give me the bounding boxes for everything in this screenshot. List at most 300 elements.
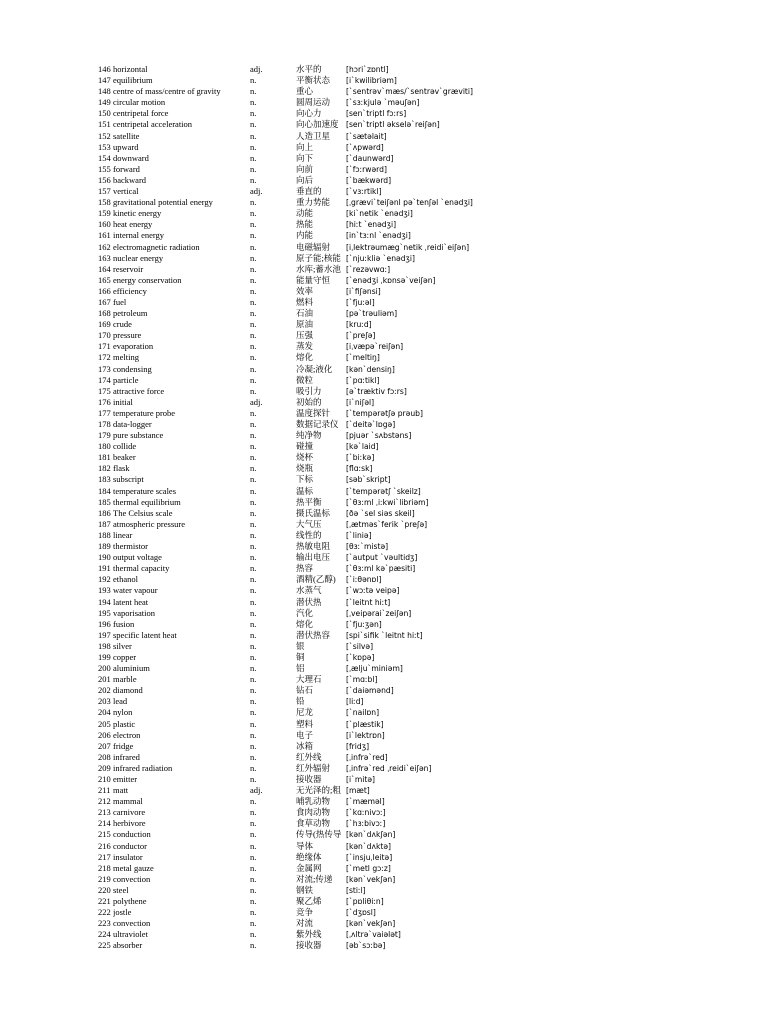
english-term: absorber [113, 940, 143, 951]
entry-number: 156 [98, 174, 111, 185]
vocab-entry [98, 552, 678, 563]
entry-number: 210 [98, 774, 111, 784]
chinese-translation: 塑料 [296, 718, 314, 729]
vocab-entry [98, 308, 678, 319]
entry-number: 181 [98, 452, 111, 463]
phonetic-transcription: [`pɒliθiːn] [346, 897, 384, 907]
entry-number: 176 [98, 396, 111, 407]
chinese-translation: 大气压 [296, 518, 322, 529]
part-of-speech: n. [250, 851, 257, 862]
chinese-translation: 初始的 [296, 396, 322, 407]
phonetic-transcription: [`daunwərd] [346, 153, 394, 163]
english-term: satellite [113, 130, 140, 141]
phonetic-transcription: [kə`laid] [346, 442, 379, 452]
entry-number: 214 [98, 818, 111, 829]
vocab-entry [98, 142, 678, 153]
english-term: circular motion [113, 97, 166, 108]
phonetic-transcription: [`njuːkliə `enədʒi] [346, 253, 415, 263]
entry-number: 220 [98, 884, 111, 895]
entry-number: 196 [98, 618, 111, 629]
entry-number: 199 [98, 651, 111, 662]
part-of-speech: n. [250, 219, 257, 230]
vocab-entry [98, 663, 678, 674]
chinese-translation: 熔化 [296, 352, 314, 363]
part-of-speech: n. [250, 918, 257, 929]
vocab-entry [98, 441, 678, 452]
entry-number: 148 [98, 86, 111, 97]
phonetic-transcription: [stiːl] [346, 885, 366, 895]
english-term: vertical [113, 186, 139, 197]
phonetic-transcription: [`leitnt hiːt] [346, 597, 391, 607]
chinese-translation: 向心力 [296, 108, 322, 119]
english-term: beaker [113, 452, 136, 463]
phonetic-transcription: [`enədʒi ˌkɒnsə`veiʃən] [346, 275, 436, 285]
english-term: crude [113, 319, 132, 330]
phonetic-transcription: [flɑːsk] [346, 464, 373, 474]
entry-number: 153 [98, 141, 111, 152]
chinese-translation: 哺乳动物 [296, 796, 331, 807]
vocab-entry [98, 796, 678, 807]
part-of-speech: n. [250, 374, 257, 385]
vocab-entry [98, 164, 678, 175]
chinese-translation: 烧瓶 [296, 463, 314, 474]
part-of-speech: n. [250, 130, 257, 141]
phonetic-transcription: [`liniə] [346, 530, 372, 540]
part-of-speech: n. [250, 563, 257, 574]
english-term: centre of mass/centre of gravity [113, 86, 221, 97]
part-of-speech: n. [250, 929, 257, 940]
chinese-translation: 无光泽的;粗 [296, 785, 341, 796]
vocab-entry [98, 707, 678, 718]
chinese-translation: 数据记录仪 [296, 419, 339, 429]
part-of-speech: n. [250, 818, 257, 829]
vocab-entry [98, 474, 678, 485]
vocab-entry [98, 641, 678, 652]
phonetic-transcription: [ˌinfrə`red ˌreidi`eiʃən] [346, 763, 432, 773]
vocab-entry [98, 719, 678, 730]
phonetic-transcription: [kən`dʌkʃən] [346, 830, 396, 840]
part-of-speech: n. [250, 485, 257, 496]
english-term: metal gauze [113, 862, 154, 873]
part-of-speech: n. [250, 751, 257, 762]
vocab-entry [98, 508, 678, 519]
part-of-speech: n. [250, 774, 257, 784]
phonetic-transcription: [i`lektrɒn] [346, 730, 385, 740]
part-of-speech: n. [250, 352, 257, 363]
english-term: mammal [113, 796, 143, 807]
vocab-entry [98, 674, 678, 685]
entry-number: 172 [98, 352, 111, 363]
entry-number: 178 [98, 419, 111, 429]
part-of-speech: n. [250, 75, 257, 86]
vocab-entry [98, 585, 678, 596]
part-of-speech: n. [250, 552, 257, 563]
chinese-translation: 摄氏温标 [296, 507, 331, 518]
english-term: jostle [113, 907, 132, 918]
entry-number: 186 [98, 507, 111, 518]
part-of-speech: n. [250, 296, 257, 307]
english-term: diamond [113, 685, 143, 696]
english-term: subscript [113, 474, 144, 485]
phonetic-transcription: [`sætəlait] [346, 131, 387, 141]
english-term: pure substance [113, 430, 164, 441]
vocab-entry [98, 497, 678, 508]
part-of-speech: n. [250, 796, 257, 807]
chinese-translation: 热平衡 [296, 496, 322, 507]
entry-number: 146 [98, 64, 111, 74]
chinese-translation: 冰箱 [296, 740, 314, 751]
part-of-speech: n. [250, 174, 257, 185]
phonetic-transcription: [`insjuˌleitə] [346, 852, 393, 862]
phonetic-transcription: [hiːt `enədʒi] [346, 220, 397, 230]
part-of-speech: n. [250, 252, 257, 263]
vocab-entry [98, 929, 678, 940]
entry-number: 193 [98, 585, 111, 596]
vocab-entry [98, 829, 678, 840]
vocab-entry [98, 264, 678, 275]
phonetic-transcription: [`mɑːbl] [346, 675, 378, 685]
entry-number: 203 [98, 696, 111, 707]
part-of-speech: adj. [250, 396, 263, 407]
phonetic-transcription: [`silvə] [346, 641, 374, 651]
vocab-entry [98, 486, 678, 497]
phonetic-transcription: [`vɜːrtikl] [346, 187, 382, 197]
vocab-entry [98, 297, 678, 308]
part-of-speech: n. [250, 86, 257, 97]
chinese-translation: 酒精(乙醇) [296, 574, 336, 585]
english-term: vaporisation [113, 607, 156, 618]
vocab-entry [98, 286, 678, 297]
phonetic-transcription: [ðə `sel siəs skeil] [346, 508, 415, 518]
english-term: evaporation [113, 341, 154, 352]
entry-number: 160 [98, 219, 111, 230]
chinese-translation: 食肉动物 [296, 807, 331, 818]
phonetic-transcription: [sen`triptl əkselə`reiʃən] [346, 120, 440, 130]
part-of-speech: n. [250, 862, 257, 873]
part-of-speech: adj. [250, 64, 263, 74]
phonetic-transcription: [`plæstik] [346, 719, 384, 729]
phonetic-transcription: [`θɜːml ˌiːkwi`libriəm] [346, 497, 429, 507]
part-of-speech: n. [250, 685, 257, 696]
entry-number: 151 [98, 119, 111, 130]
phonetic-transcription: [`rezəvwɑː] [346, 264, 391, 274]
part-of-speech: n. [250, 363, 257, 374]
english-term: forward [113, 163, 140, 174]
vocab-entry [98, 364, 678, 375]
chinese-translation: 线性的 [296, 529, 322, 540]
chinese-translation: 水蒸气 [296, 585, 322, 596]
phonetic-transcription: [`kɒpə] [346, 652, 375, 662]
entry-number: 179 [98, 430, 111, 441]
chinese-translation: 原油 [296, 319, 314, 330]
entry-number: 182 [98, 463, 111, 474]
phonetic-transcription: [pə`trəuliəm] [346, 309, 398, 319]
chinese-translation: 银 [296, 640, 305, 651]
english-term: carnivore [113, 807, 146, 818]
chinese-translation: 大理石 [296, 674, 322, 685]
entry-number: 216 [98, 840, 111, 851]
english-term: temperature scales [113, 485, 177, 496]
chinese-translation: 温标 [296, 485, 314, 496]
chinese-translation: 铜 [296, 651, 305, 662]
chinese-translation: 圆周运动 [296, 97, 331, 108]
vocab-entry [98, 319, 678, 330]
phonetic-transcription: [ə`træktiv fɔːrs] [346, 386, 407, 396]
part-of-speech: n. [250, 696, 257, 707]
english-term: flask [113, 463, 130, 474]
chinese-translation: 纯净物 [296, 430, 322, 441]
vocab-entry [98, 242, 678, 253]
phonetic-transcription: [kruːd] [346, 320, 372, 330]
english-term: energy conservation [113, 274, 182, 285]
vocab-entry [98, 841, 678, 852]
phonetic-transcription: [ˌgrævi`teiʃənl pə`tenʃəl `enədʒi] [346, 198, 473, 208]
vocab-entry [98, 419, 678, 430]
entry-number: 167 [98, 296, 111, 307]
chinese-translation: 效率 [296, 285, 314, 296]
english-term: silver [113, 640, 132, 651]
phonetic-transcription: [iˌvæpə`reiʃən] [346, 342, 404, 352]
chinese-translation: 竞争 [296, 907, 314, 918]
part-of-speech: n. [250, 407, 257, 418]
english-term: latent heat [113, 596, 149, 607]
entry-number: 154 [98, 152, 111, 163]
vocab-entry [98, 852, 678, 863]
chinese-translation: 对流;传递 [296, 873, 333, 884]
entry-number: 209 [98, 762, 111, 773]
vocab-entry [98, 375, 678, 386]
english-term: marble [113, 674, 137, 685]
vocab-entry [98, 408, 678, 419]
entry-number: 184 [98, 485, 111, 496]
vocab-entry [98, 730, 678, 741]
phonetic-transcription: [ˌinfrə`red] [346, 752, 388, 762]
chinese-translation: 吸引力 [296, 385, 322, 396]
vocab-entry [98, 630, 678, 641]
vocabulary-list [98, 64, 678, 952]
vocab-entry [98, 541, 678, 552]
entry-number: 163 [98, 252, 111, 263]
entry-number: 206 [98, 729, 111, 740]
phonetic-transcription: [`kɑːnivɔː] [346, 808, 386, 818]
phonetic-transcription: [θɜː`mistə] [346, 542, 389, 552]
entry-number: 165 [98, 274, 111, 285]
phonetic-transcription: [`sɜːkjulə `məuʃən] [346, 98, 420, 108]
part-of-speech: n. [250, 596, 257, 607]
english-term: horizontal [113, 64, 148, 74]
entry-number: 152 [98, 130, 111, 141]
part-of-speech: n. [250, 873, 257, 884]
chinese-translation: 冷凝;液化 [296, 363, 333, 374]
entry-number: 155 [98, 163, 111, 174]
phonetic-transcription: [hɔri`zɒntl] [346, 65, 389, 74]
phonetic-transcription: [iˌlektrəumæg`netik ˌreidi`eiʃən] [346, 242, 470, 252]
part-of-speech: n. [250, 585, 257, 596]
chinese-translation: 向后 [296, 174, 314, 185]
english-term: kinetic energy [113, 208, 162, 219]
entry-number: 225 [98, 940, 111, 951]
phonetic-transcription: [`sentrəv`mæs/`sentrəv`græviti] [346, 87, 473, 97]
chinese-translation: 燃料 [296, 296, 314, 307]
chinese-translation: 动能 [296, 208, 314, 219]
vocab-entry [98, 64, 678, 75]
phonetic-transcription: [ˌʌltrə`vaiələt] [346, 930, 401, 940]
phonetic-transcription: [`fɔːrwərd] [346, 164, 387, 174]
phonetic-transcription: [ˌælju`miniəm] [346, 664, 403, 674]
part-of-speech: n. [250, 341, 257, 352]
chinese-translation: 金属网 [296, 862, 322, 873]
vocab-entry [98, 752, 678, 763]
entry-number: 177 [98, 407, 111, 418]
part-of-speech: n. [250, 274, 257, 285]
vocab-entry [98, 197, 678, 208]
part-of-speech: n. [250, 729, 257, 740]
part-of-speech: n. [250, 940, 257, 951]
phonetic-transcription: [`dʒɒsl] [346, 908, 376, 918]
phonetic-transcription: [səb`skript] [346, 475, 391, 485]
chinese-translation: 导体 [296, 840, 314, 851]
chinese-translation: 红外辐射 [296, 762, 331, 773]
phonetic-transcription: [`nailɒn] [346, 708, 380, 718]
vocab-entry [98, 341, 678, 352]
english-term: infrared radiation [113, 762, 173, 773]
phonetic-transcription: [ˌveipərai`zeiʃən] [346, 608, 412, 618]
english-term: copper [113, 651, 137, 662]
part-of-speech: n. [250, 241, 257, 252]
vocab-entry [98, 563, 678, 574]
vocab-entry [98, 430, 678, 441]
part-of-speech: n. [250, 452, 257, 463]
part-of-speech: n. [250, 807, 257, 818]
english-term: aluminium [113, 663, 150, 674]
chinese-translation: 平衡状态 [296, 75, 331, 86]
entry-number: 191 [98, 563, 111, 574]
chinese-translation: 熔化 [296, 618, 314, 629]
entry-number: 171 [98, 341, 111, 352]
entry-number: 192 [98, 574, 111, 585]
english-term: downward [113, 152, 149, 163]
phonetic-transcription: [liːd] [346, 697, 364, 707]
entry-number: 157 [98, 186, 111, 197]
chinese-translation: 原子能;核能 [296, 252, 341, 263]
chinese-translation: 重力势能 [296, 197, 331, 208]
entry-number: 180 [98, 441, 111, 452]
english-term: gravitational potential energy [113, 197, 213, 208]
part-of-speech: n. [250, 430, 257, 441]
vocab-entry [98, 108, 678, 119]
english-term: conduction [113, 829, 151, 840]
phonetic-transcription: [`autput `vəultidʒ] [346, 553, 418, 563]
phonetic-transcription: [`iːθənɒl] [346, 575, 382, 585]
phonetic-transcription: [`deitə`lɒgə] [346, 420, 396, 429]
entry-number: 168 [98, 308, 111, 319]
entry-number: 158 [98, 197, 111, 208]
vocab-entry [98, 896, 678, 907]
entry-number: 174 [98, 374, 111, 385]
phonetic-transcription: [`bækwərd] [346, 175, 392, 185]
vocab-entry [98, 275, 678, 286]
part-of-speech: n. [250, 441, 257, 452]
vocab-entry [98, 230, 678, 241]
vocab-entry [98, 75, 678, 86]
english-term: steel [113, 884, 129, 895]
chinese-translation: 钢铁 [296, 884, 314, 895]
chinese-translation: 人造卫星 [296, 130, 331, 141]
english-term: The Celsius scale [113, 507, 173, 518]
part-of-speech: n. [250, 707, 257, 718]
part-of-speech: n. [250, 529, 257, 540]
part-of-speech: n. [250, 230, 257, 241]
part-of-speech: n. [250, 97, 257, 108]
phonetic-transcription: [`fjuːʒən] [346, 619, 382, 629]
chinese-translation: 热能 [296, 219, 314, 230]
chinese-translation: 热容 [296, 563, 314, 574]
chinese-translation: 聚乙烯 [296, 896, 322, 907]
vocab-entry [98, 153, 678, 164]
vocab-entry [98, 597, 678, 608]
entry-number: 164 [98, 263, 111, 274]
vocab-entry [98, 907, 678, 918]
entry-number: 189 [98, 541, 111, 552]
part-of-speech: n. [250, 285, 257, 296]
phonetic-transcription: [i`niʃəl] [346, 397, 375, 407]
entry-number: 200 [98, 663, 111, 674]
chinese-translation: 重心 [296, 86, 314, 97]
chinese-translation: 潜伏热容 [296, 629, 331, 640]
part-of-speech: n. [250, 840, 257, 851]
vocab-entry [98, 608, 678, 619]
chinese-translation: 传导(热传导 [296, 829, 342, 840]
vocab-entry [98, 741, 678, 752]
chinese-translation: 压强 [296, 330, 314, 341]
vocab-entry [98, 918, 678, 929]
part-of-speech: n. [250, 907, 257, 918]
entry-number: 162 [98, 241, 111, 252]
phonetic-transcription: [i`fiʃənsi] [346, 286, 381, 296]
english-term: electron [113, 729, 141, 740]
phonetic-transcription: [kən`vekʃən] [346, 874, 396, 884]
part-of-speech: adj. [250, 186, 263, 197]
phonetic-transcription: [kən`densiŋ] [346, 364, 395, 374]
vocab-entry [98, 619, 678, 630]
phonetic-transcription: [`daiəmənd] [346, 686, 394, 696]
vocab-entry [98, 685, 678, 696]
chinese-translation: 电磁辐射 [296, 241, 331, 252]
entry-number: 159 [98, 208, 111, 219]
english-term: fuel [113, 296, 127, 307]
phonetic-transcription: [i`mitə] [346, 775, 375, 784]
chinese-translation: 接收器 [296, 940, 322, 951]
english-term: heat energy [113, 219, 153, 230]
part-of-speech: n. [250, 640, 257, 651]
part-of-speech: n. [250, 308, 257, 319]
phonetic-transcription: [mæt] [346, 786, 370, 796]
english-term: upward [113, 141, 139, 152]
chinese-translation: 水平的 [296, 64, 322, 74]
chinese-translation: 石油 [296, 308, 314, 319]
chinese-translation: 铝 [296, 663, 305, 674]
entry-number: 224 [98, 929, 111, 940]
vocab-entry [98, 119, 678, 130]
english-term: linear [113, 529, 133, 540]
part-of-speech: n. [250, 629, 257, 640]
phonetic-transcription: [spi`sifik `leitnt hiːt] [346, 630, 423, 640]
part-of-speech: n. [250, 507, 257, 518]
english-term: herbivore [113, 818, 146, 829]
vocab-entry [98, 253, 678, 264]
english-term: pressure [113, 330, 142, 341]
phonetic-transcription: [fridʒ] [346, 741, 370, 751]
